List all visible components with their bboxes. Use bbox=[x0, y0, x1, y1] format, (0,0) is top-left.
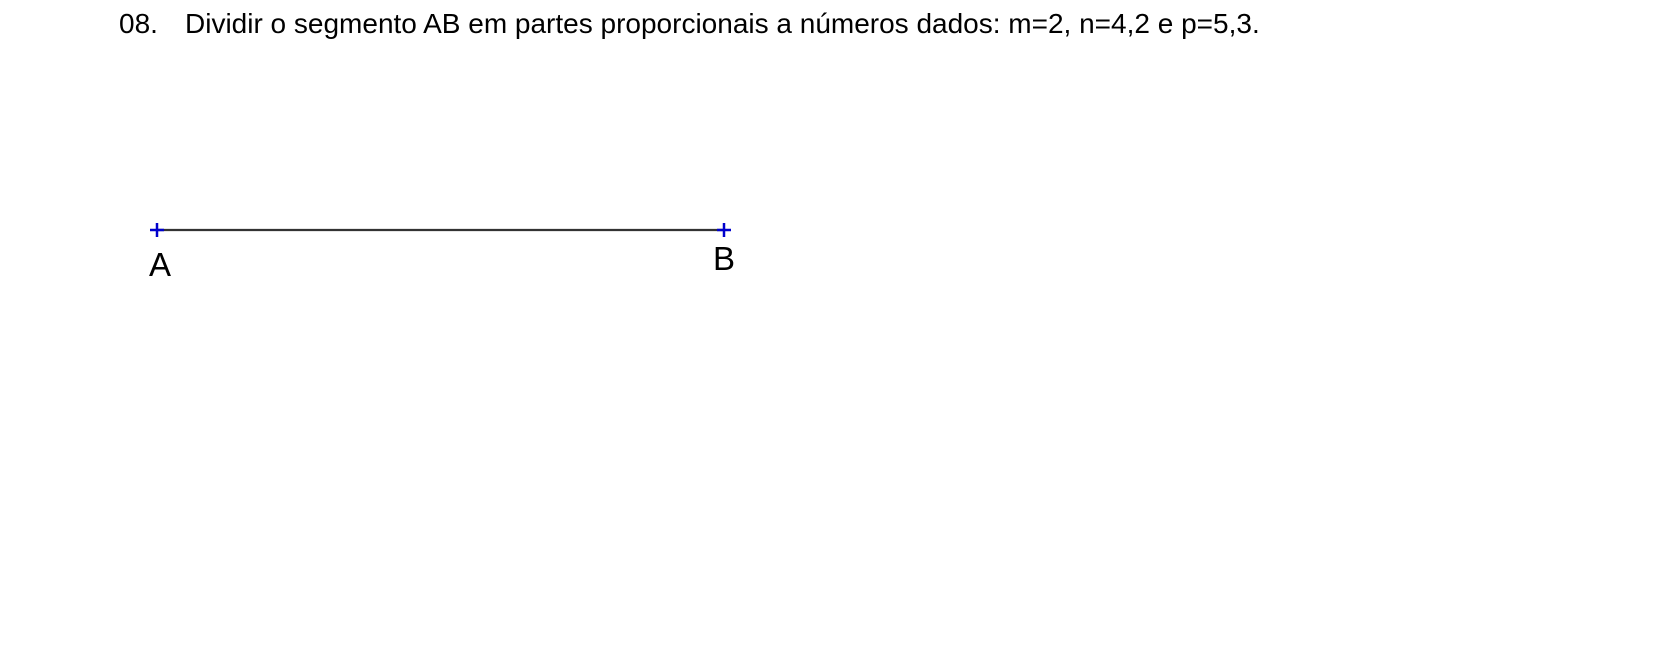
exercise-statement: Dividir o segmento AB em partes proporcionais a números dados: m=2, n=4,2 e p=5,3. bbox=[185, 8, 1260, 39]
point-b-label: B bbox=[713, 240, 736, 277]
point-a-label: A bbox=[149, 246, 172, 283]
point-b-marker bbox=[717, 223, 731, 237]
point-a-marker bbox=[150, 223, 164, 237]
exercise-number: 08. bbox=[119, 8, 158, 39]
